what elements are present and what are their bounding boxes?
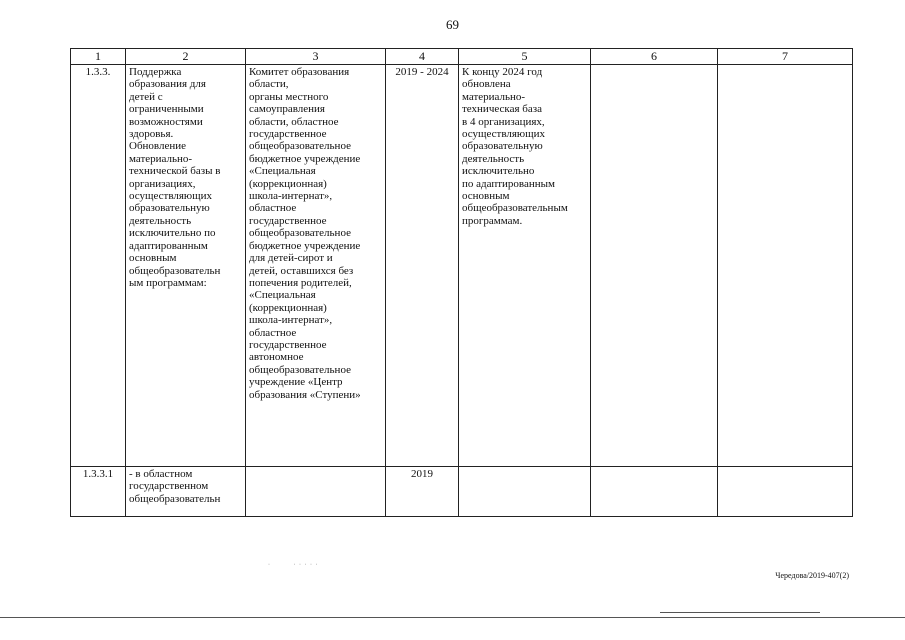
row-result (459, 467, 591, 517)
col-header-1: 1 (71, 49, 126, 65)
row-name: Поддержка образования для детей с ограниченными возможностями здоровья. Обновление материально- технической базы в организациях, осуществляющих образовательную деятельность исключительно по адаптированным основным общеобразовательн ым программам: (126, 65, 246, 467)
plan-table (70, 48, 853, 517)
footer-code: Чередова/2019-407(2) (775, 571, 849, 580)
col-header-3: 3 (246, 49, 386, 65)
col-header-7: 7 (718, 49, 853, 65)
col-header-4: 4 (386, 49, 459, 65)
row-executors: Комитет образования области, органы местного самоуправления области, областное государственное общеобразовательное бюджетное учреждение «Специальная (коррекционная) школа-интернат», областное государственное общеобразовательное бюджетное учреждение для детей-сирот и детей, оставшихся без попечения родителей, «Специальная (коррекционная) школа-интернат», областное государственное автономное общеобразовательное учреждение «Центр образования «Ступени» (246, 65, 386, 467)
row-executors (246, 467, 386, 517)
table-row (71, 467, 853, 517)
row-number: 1.3.3. (71, 65, 126, 467)
header-row (71, 49, 853, 65)
scan-edge-line (0, 617, 905, 618)
row-result: К концу 2024 год обновлена материально- техническая база в 4 организациях, осуществляющих образовательную деятельность исключительно по адаптированным основным общеобразовательным программам. (459, 65, 591, 467)
col-header-6: 6 (591, 49, 718, 65)
col-header-2: 2 (126, 49, 246, 65)
row-period: 2019 (386, 467, 459, 517)
row-col7 (718, 467, 853, 517)
col-header-5: 5 (459, 49, 591, 65)
row-name: - в областном государственном общеобразовательн (126, 467, 246, 517)
row-period: 2019 - 2024 (386, 65, 459, 467)
row-col6 (591, 65, 718, 467)
scan-dots: · · · · · · (268, 562, 319, 568)
page-number: 69 (446, 17, 459, 32)
row-number: 1.3.3.1 (71, 467, 126, 517)
row-col6 (591, 467, 718, 517)
row-col7 (718, 65, 853, 467)
scan-edge-line (660, 612, 820, 613)
table-row (71, 65, 853, 467)
